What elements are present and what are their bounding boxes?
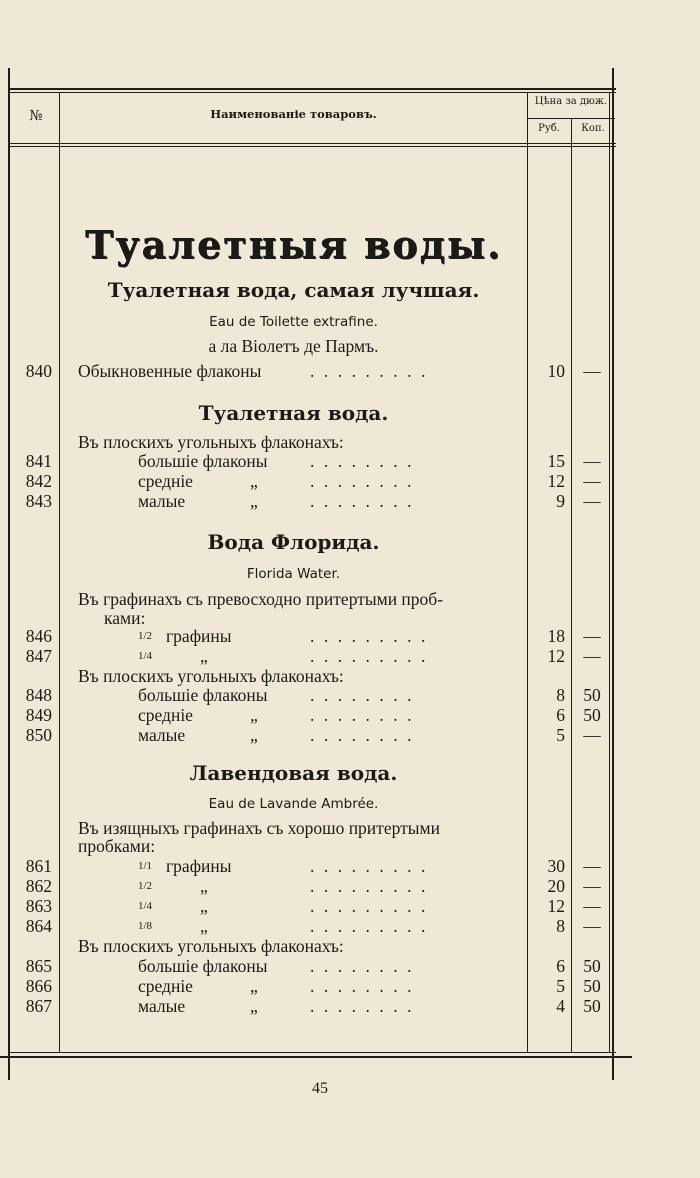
price-rub: 6 (556, 705, 565, 725)
item-number: 866 (25, 976, 52, 996)
price-rub: 6 (556, 956, 565, 976)
dot-leader: ........ (310, 956, 421, 976)
dot-leader: ......... (310, 896, 435, 916)
item-description: графины (166, 626, 232, 646)
item-number: 863 (25, 896, 52, 916)
ditto-mark: „ (250, 471, 258, 491)
section-title: Туалетная вода, самая лучшая. (107, 278, 480, 302)
price-kop: — (583, 361, 601, 381)
item-description: большіе флаконы (138, 956, 268, 976)
group-heading: Въ изящныхъ графинахъ съ хорошо притертыми (78, 818, 440, 838)
section-latin-name: Eau de Lavande Ambrée. (208, 796, 379, 812)
page-title: Туалетныя воды. (84, 222, 503, 267)
price-kop: — (583, 876, 601, 896)
price-rub: 12 (547, 896, 565, 916)
item-number: 847 (25, 646, 52, 666)
dot-leader: ......... (310, 626, 435, 646)
dot-leader: ........ (310, 705, 421, 725)
dot-leader: ......... (310, 876, 435, 896)
item-number: 840 (25, 361, 52, 381)
ditto-mark: „ (200, 876, 208, 896)
item-description: большіе флаконы (138, 685, 268, 705)
item-number: 865 (25, 956, 52, 976)
item-number: 846 (25, 626, 52, 646)
ditto-mark: „ (250, 996, 258, 1016)
item-fraction (138, 916, 152, 938)
fraction-label: 1/4 (138, 900, 153, 912)
section-latin-name: Eau de Toilette extrafine. (209, 314, 378, 330)
price-rub: 10 (547, 361, 565, 381)
price-rub: 12 (547, 646, 565, 666)
price-kop: 50 (583, 976, 601, 996)
fraction-label: 1/1 (138, 860, 153, 872)
price-rub: 12 (547, 471, 565, 491)
price-kop: — (583, 471, 601, 491)
item-description: Обыкновенные флаконы (78, 361, 262, 381)
item-description: средніе (138, 976, 193, 996)
item-number: 848 (25, 685, 52, 705)
group-heading-continued: ками: (104, 608, 146, 628)
page-number: 45 (312, 1080, 328, 1097)
price-kop: — (583, 626, 601, 646)
header-bottom-rule-2 (8, 146, 616, 147)
header-rub: Руб. (538, 123, 560, 134)
dot-leader: ........ (310, 451, 421, 471)
dot-leader: ......... (310, 916, 435, 936)
item-number: 862 (25, 876, 52, 896)
price-kop: 50 (583, 956, 601, 976)
dot-leader: ......... (310, 856, 435, 876)
price-rub: 8 (556, 685, 565, 705)
ditto-mark: „ (200, 896, 208, 916)
item-number: 842 (25, 471, 52, 491)
section-latin-name: Florida Water. (246, 566, 341, 582)
price-rub: 18 (547, 626, 565, 646)
ditto-mark: „ (250, 491, 258, 511)
price-kop: — (583, 916, 601, 936)
price-kop: 50 (583, 685, 601, 705)
item-description: графины (166, 856, 232, 876)
price-rub: 4 (556, 996, 565, 1016)
fraction-label: 1/8 (138, 920, 153, 932)
header-bottom-rule (8, 143, 616, 144)
price-rub: 5 (556, 976, 565, 996)
item-fraction (138, 856, 152, 878)
ditto-mark: „ (250, 976, 258, 996)
item-number: 867 (25, 996, 52, 1016)
price-kop: — (583, 856, 601, 876)
item-number: 843 (25, 491, 52, 511)
price-kop: — (583, 725, 601, 745)
fraction-label: 1/2 (138, 630, 153, 642)
item-description: малые (138, 491, 186, 511)
item-number: 849 (25, 705, 52, 725)
header-kop: Коп. (581, 123, 605, 134)
bottom-rule-thick (0, 1056, 632, 1058)
price-kop: — (583, 491, 601, 511)
group-heading-continued: пробками: (78, 836, 156, 856)
ditto-mark: „ (250, 705, 258, 725)
group-heading: Въ графинахъ съ превосходно притертыми проб- (78, 589, 444, 609)
item-description: большіе флаконы (138, 451, 268, 471)
price-kop: 50 (583, 705, 601, 725)
price-rub: 30 (547, 856, 565, 876)
section-title: Туалетная вода. (198, 401, 389, 425)
price-rub: 20 (547, 876, 565, 896)
price-rub: 15 (547, 451, 565, 471)
item-description: малые (138, 996, 186, 1016)
dot-leader: ........ (310, 471, 421, 491)
price-rub: 9 (556, 491, 565, 511)
ditto-mark: „ (250, 725, 258, 745)
dot-leader: ......... (310, 646, 435, 666)
top-rule-thin (8, 92, 616, 93)
price-kop: 50 (583, 996, 601, 1016)
ditto-mark: „ (200, 916, 208, 936)
section-title: Вода Флорида. (207, 530, 380, 554)
header-name: Наименованіе товаровъ. (210, 107, 377, 121)
bottom-rule (8, 1052, 616, 1053)
dot-leader: ........ (310, 725, 421, 745)
item-fraction (138, 876, 152, 898)
price-kop: — (583, 646, 601, 666)
group-heading: Въ плоскихъ угольныхъ флаконахъ: (78, 666, 344, 686)
item-fraction (138, 626, 152, 648)
price-kop: — (583, 896, 601, 916)
ditto-mark: „ (200, 646, 208, 666)
fraction-label: 1/4 (138, 650, 153, 662)
item-number: 841 (25, 451, 52, 471)
item-description: средніе (138, 705, 193, 725)
section-title: Лавендовая вода. (189, 761, 398, 785)
item-fraction (138, 896, 152, 918)
item-fraction (138, 646, 152, 668)
group-heading: Въ плоскихъ угольныхъ флаконахъ: (78, 936, 344, 956)
dot-leader: ........ (310, 996, 421, 1016)
group-heading: Въ плоскихъ угольныхъ флаконахъ: (78, 432, 344, 452)
item-number: 850 (25, 725, 52, 745)
price-subheader-rule (527, 118, 615, 119)
price-rub: 5 (556, 725, 565, 745)
item-description: малые (138, 725, 186, 745)
dot-leader: ........ (310, 491, 421, 511)
header-number: № (29, 108, 43, 124)
section-subtitle: а ла Віолетъ де Пармъ. (208, 336, 379, 356)
top-rule (8, 88, 616, 90)
dot-leader: ........ (310, 976, 421, 996)
item-number: 864 (25, 916, 52, 936)
item-number: 861 (25, 856, 52, 876)
price-rub: 8 (556, 916, 565, 936)
price-kop: — (583, 451, 601, 471)
item-description: среднiе (138, 471, 193, 491)
header-price: Цѣна за дюж. (534, 96, 608, 107)
fraction-label: 1/2 (138, 880, 153, 892)
dot-leader: ........ (310, 685, 421, 705)
dot-leader: ......... (310, 361, 435, 381)
